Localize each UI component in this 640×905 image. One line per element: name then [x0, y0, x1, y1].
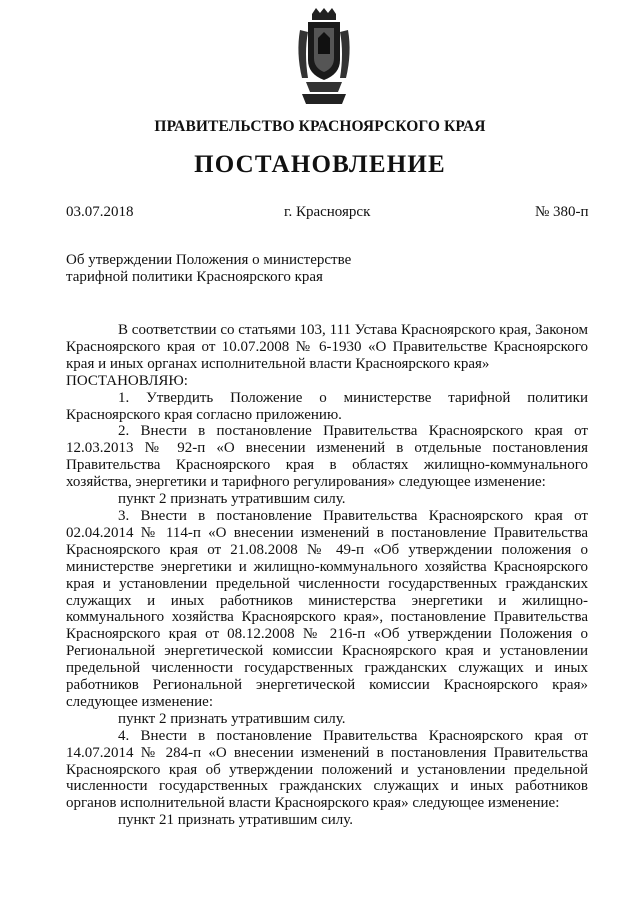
decree-word: ПОСТАНОВЛЯЮ: [66, 372, 188, 389]
item-4-point: пункт 21 признать утратившим силу. [118, 812, 354, 829]
document-subject [66, 252, 351, 286]
item-1-paragraph: 1. Утвердить Положение о министерстве тарифной политики Красноярского края согласно приложению. [66, 389, 588, 423]
document-number: № 380-п [535, 204, 589, 220]
coat-of-arms-emblem [296, 8, 352, 108]
subject-line: Об утверждении Положения о министерстве [66, 252, 352, 268]
item-2-paragraph: 2. Внести в постановление Правительства Красноярского края от 12.03.2013 № 92-п «О внесении изменений в отдельные постановления Правительства Красноярского края в областях жилищно-коммунального хозяйства, энергетики и тарифного регулирования» следующее изменение: [66, 423, 588, 491]
subject-line: тарифной политики Красноярского края [66, 269, 323, 285]
item-3-point: пункт 2 признать утратившим силу. [118, 710, 346, 727]
item-4-paragraph: 4. Внести в постановление Правительства Красноярского края от 14.07.2014 № 284-п «О внесении изменений в постановления Правительства Красноярского края об утверждении положений и установлении предельной численности государственных гражданских служащих и иных работников органов исполнительной власти Красноярского края» следующее изменение: [66, 727, 588, 812]
item-2-point: пункт 2 признать утратившим силу. [118, 491, 346, 508]
document-type-title: ПОСТАНОВЛЕНИЕ [194, 151, 446, 178]
preamble-paragraph: В соответствии со статьями 103, 111 Устава Красноярского края, Законом Красноярского края от 10.07.2008 № 6-1930 «О Правительстве Красноярского края и иных органах исполнительной власти Красноярского края» [66, 322, 588, 372]
item-3-paragraph: 3. Внести в постановление Правительства Красноярского края от 02.04.2014 № 114-п «О внесении изменений в постановление Правительства Красноярского края от 21.08.2008 № 49-п «Об утверждении положения о министерстве энергетики и жилищно-коммунального хозяйства Красноярского края и установлении предельной численности государственных гражданских служащих и иных работников министерства энергетики и жилищно-коммунального хозяйства Красноярского края», постановление Правительства Красноярского края от 08.12.2008 № 216-п «Об утверждении Положения о Региональной энергетической комиссии Красноярского края и установлении предельной численности государственных гражданских служащих и иных работников Региональной энергетической комиссии Красноярского края» следующее изменение: [66, 507, 588, 710]
document-date: 03.07.2018 [66, 204, 134, 220]
organization-name: ПРАВИТЕЛЬСТВО КРАСНОЯРСКОГО КРАЯ [154, 118, 486, 135]
document-body [66, 322, 588, 829]
document-city: г. Красноярск [284, 204, 371, 220]
